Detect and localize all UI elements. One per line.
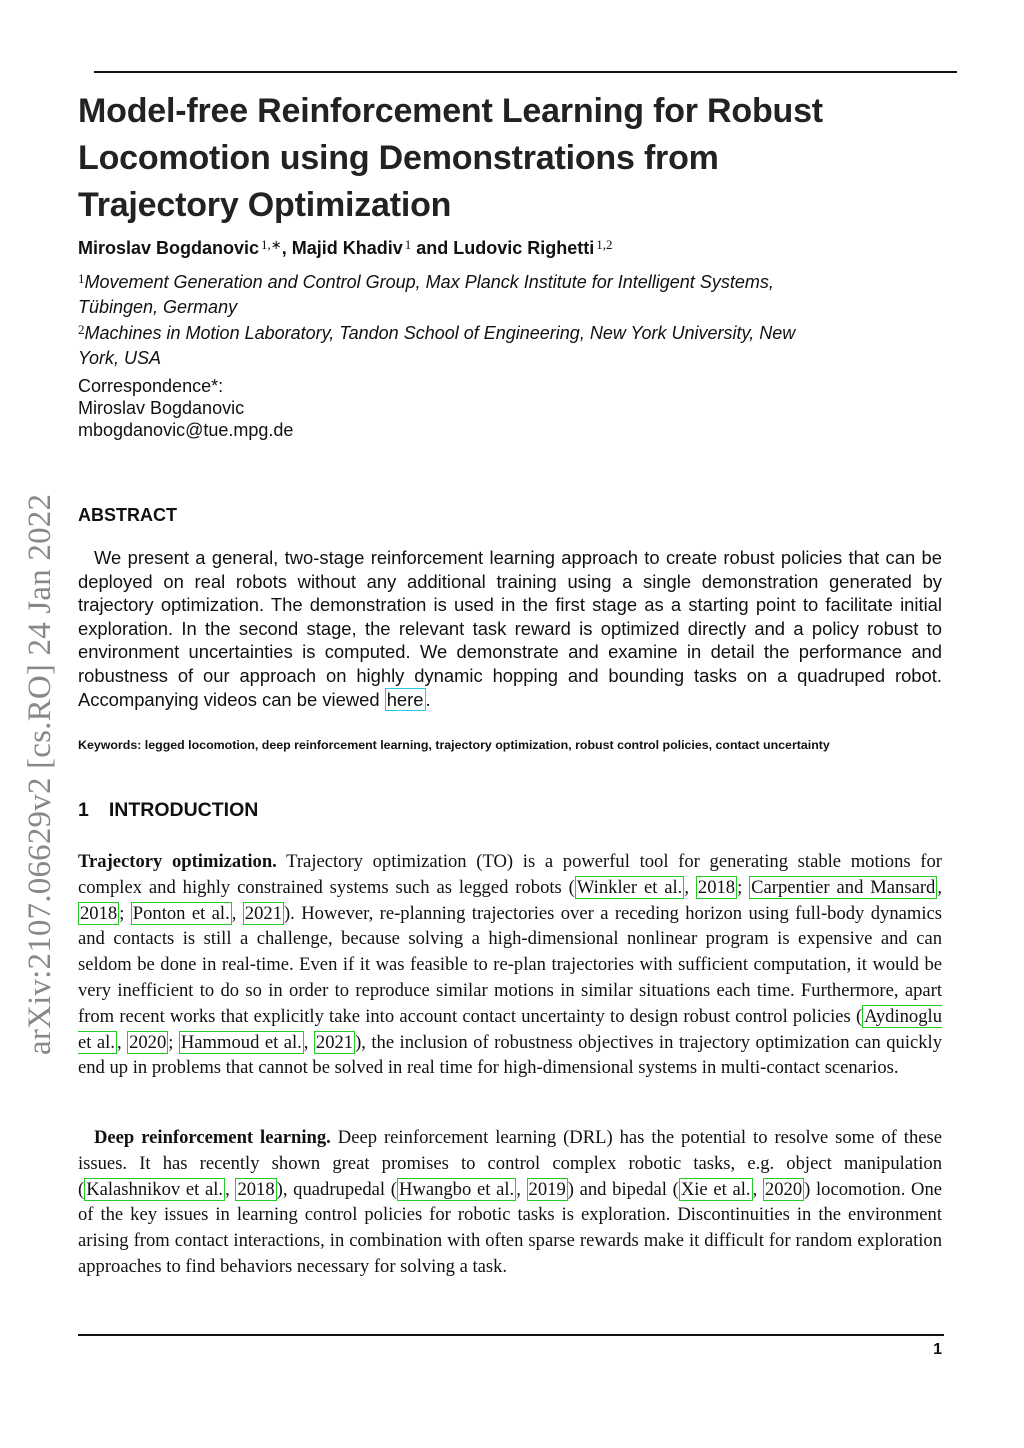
author-name: Majid Khadiv xyxy=(291,238,403,258)
citation-sep: ; xyxy=(737,876,750,898)
citation-year-link[interactable]: 2020 xyxy=(764,1178,803,1200)
paper-title: Model-free Reinforcement Learning for Robust Locomotion using Demonstrations from Trajectory Optimization xyxy=(78,92,823,224)
affiliation-2 xyxy=(78,317,838,371)
affiliation-mark: 1 xyxy=(78,271,85,286)
paragraph-text: Deep reinforcement learning (DRL) has the potential to resolve some of these issues. It has recently shown great promises to control complex robotic tasks, e.g. object manipulation ( xyxy=(78,1127,942,1200)
author-affil-mark: 1,2 xyxy=(596,237,613,252)
intro-paragraph-2 xyxy=(78,1125,942,1280)
citation-link[interactable]: Hwangbo et al. xyxy=(398,1178,515,1200)
paragraph-lead: Trajectory optimization. xyxy=(78,851,277,872)
citation-year-link[interactable]: 2020 xyxy=(129,1031,167,1053)
keywords: Keywords: legged locomotion, deep reinforcement learning, trajectory optimization, robust control policies, contact uncertainty xyxy=(78,738,830,752)
author-affil-mark: 1,∗ xyxy=(261,237,282,252)
author-list xyxy=(78,232,938,261)
bottom-rule xyxy=(78,1334,944,1336)
citation-year-link[interactable]: 2021 xyxy=(315,1031,354,1053)
citation-sep: ; xyxy=(119,902,131,924)
abstract-end: . xyxy=(425,688,431,710)
video-link[interactable]: here xyxy=(386,688,424,710)
author-name: Ludovic Righetti xyxy=(453,238,595,258)
citation-sep: , xyxy=(116,1031,128,1053)
abstract-text: We present a general, two-stage reinforcement learning approach to create robust policies that can be deployed on real robots without any additional training using a single demonstration generated by trajectory optimization. The demonstration is used in the first stage as a starting point to facilitate initial exploration. In the second stage, the relevant task reward is optimized directly and a policy robust to environment uncertainties is computed. We demonstrate and examine in detail the performance and robustness of our approach on highly dynamic hopping and bounding tasks on a quadruped robot. Accompanying videos can be viewed xyxy=(78,547,942,710)
paragraph-text: ), quadrupedal ( xyxy=(276,1178,397,1200)
paragraph-text: ). However, re-planning trajectories over a receding horizon using full-body dynamics and contacts is still a challenge, because solving a high-dimensional nonlinear program is expensive and can seldom be done in real-time. Even if it was feasible to re-plan trajectories with sufficient computation, it would be very inefficient to do so in order to reproduce similar motions in similar situations each time. Furthermore, apart from recent works that explicitly take into account contact uncertainty to design robust control policies ( xyxy=(78,902,942,1027)
correspondence xyxy=(78,375,678,441)
citation-year-link[interactable]: 2021 xyxy=(244,902,282,924)
correspondence-name: Miroslav Bogdanovic xyxy=(78,398,245,418)
citation-link[interactable]: Carpentier and Mansard xyxy=(751,876,936,898)
top-rule xyxy=(94,71,957,73)
paragraph-text: ) locomotion. One of the key issues in learning control policies for robotic tasks is exploration. Discontinuities in the environment arising from contact interactions, in combination with often sparse rewards make it difficult for random exploration approaches to find behaviors necessary for solving a task. xyxy=(78,1178,943,1277)
correspondence-email[interactable]: mbogdanovic@tue.mpg.de xyxy=(78,420,294,440)
paragraph-text: ) and bipedal ( xyxy=(567,1178,679,1200)
citation-link[interactable]: Winkler et al. xyxy=(576,876,683,898)
paragraph-text: Trajectory optimization (TO) is a powerful tool for generating stable motions for complex and highly constrained systems such as legged robots ( xyxy=(78,851,942,898)
citation-link[interactable]: Xie et al. xyxy=(680,1178,751,1200)
author-name: Miroslav Bogdanovic xyxy=(78,238,260,258)
citation-link[interactable]: Kalashnikov et al. xyxy=(86,1178,224,1200)
paragraph-text: ), the inclusion of robustness objectives in trajectory optimization can quickly end up in problems that cannot be solved in real time for high-dimensional systems in multi-contact scenarios. xyxy=(78,1031,943,1079)
citation-sep: ; xyxy=(168,1031,179,1053)
citation-year-link[interactable]: 2018 xyxy=(697,876,736,898)
citation-year-link[interactable]: 2018 xyxy=(80,902,118,924)
citation-year-link[interactable]: 2018 xyxy=(237,1178,275,1200)
citation-sep: , xyxy=(231,902,243,924)
citation-sep: , xyxy=(225,1178,236,1200)
citation-link[interactable]: Aydinoglu et al. xyxy=(78,1005,942,1053)
page-number: 1 xyxy=(933,1341,942,1358)
citation-year-link[interactable]: 2019 xyxy=(528,1178,566,1200)
author-affil-mark: 1 xyxy=(404,237,412,252)
citation-link[interactable]: Ponton et al. xyxy=(132,902,230,924)
affiliation-mark: 2 xyxy=(78,322,85,337)
section-heading xyxy=(78,799,258,822)
abstract-heading: ABSTRACT xyxy=(78,505,177,525)
affiliation-text: Movement Generation and Control Group, Max Planck Institute for Intelligent Systems, Tübingen, Germany xyxy=(78,272,774,317)
abstract-body xyxy=(78,546,942,711)
citation-sep: , xyxy=(937,876,942,898)
section-title: INTRODUCTION xyxy=(108,799,259,821)
citation-sep: , xyxy=(684,876,696,898)
section-number: 1 xyxy=(78,799,89,821)
citation-link[interactable]: Hammoud et al. xyxy=(180,1031,302,1053)
citation-sep: , xyxy=(516,1178,527,1200)
author-separator: and xyxy=(411,238,454,258)
paragraph-lead: Deep reinforcement learning. xyxy=(94,1127,331,1148)
intro-paragraph-1 xyxy=(78,849,942,1081)
citation-sep: , xyxy=(303,1031,314,1053)
affiliation-text: Machines in Motion Laboratory, Tandon School of Engineering, New York University, New York, USA xyxy=(78,323,796,368)
author-separator: , xyxy=(281,238,292,258)
arxiv-stamp: arXiv:2107.06629v2 [cs.RO] 24 Jan 2022 xyxy=(22,493,58,1055)
citation-sep: , xyxy=(752,1178,763,1200)
correspondence-label: Correspondence*: xyxy=(78,376,224,396)
affiliation-1 xyxy=(78,266,838,320)
